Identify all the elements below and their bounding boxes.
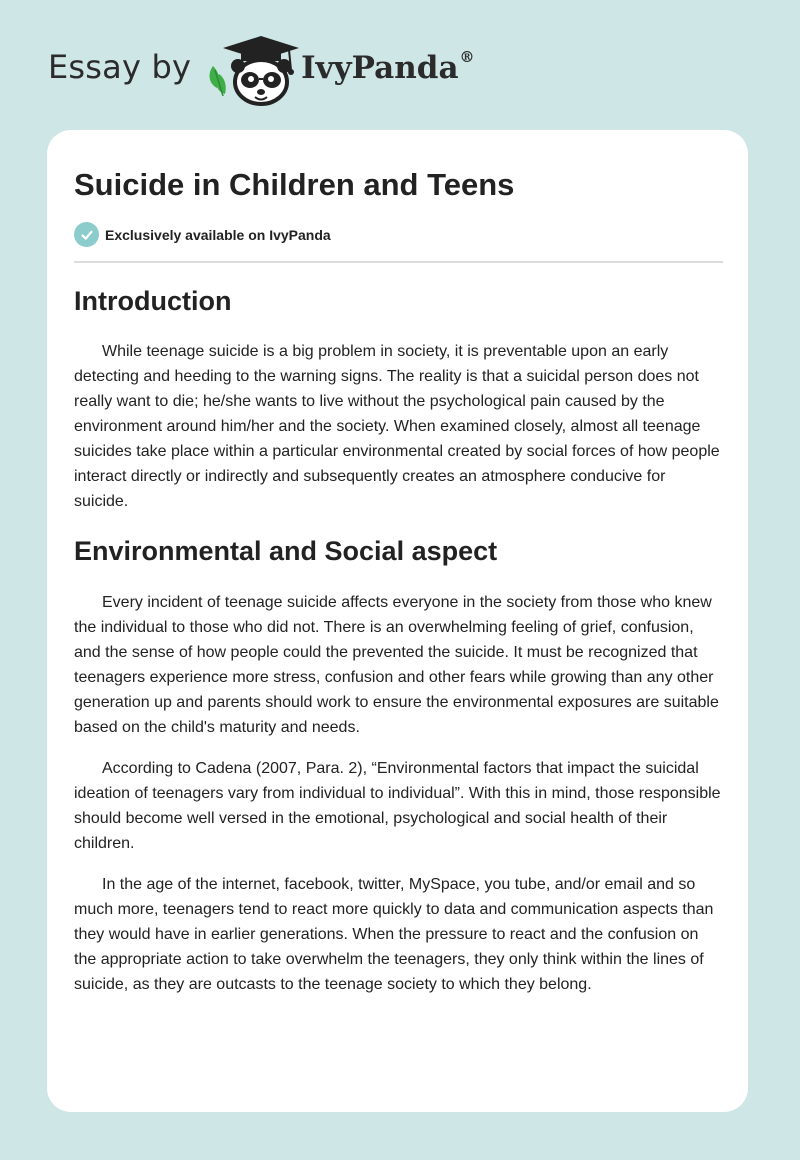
article-card [47, 130, 748, 1112]
paragraph: According to Cadena (2007, Para. 2), “Environmental factors that impact the suicidal ideation of teenagers vary from individual to individual”. With this in mind, those responsible should become well versed in the emotional, psychological and social health of their children. [74, 759, 721, 852]
section-heading-introduction: Introduction [74, 286, 232, 316]
page-title: Suicide in Children and Teens [74, 167, 515, 202]
panda-logo-icon[interactable] [205, 34, 299, 108]
title-divider [74, 261, 723, 263]
article-body [74, 280, 723, 997]
brand-text: IvyPanda [301, 50, 459, 86]
paragraph: In the age of the internet, facebook, twitter, MySpace, you tube, and/or email and so much more, teenagers tend to react more quickly to data and communication aspects than they would have in earlier generations. When the pressure to react and the confusion on the appropriate action to take overwhelm the teenagers, they only think within the lines of suicide, as they are outcasts to the teenage society to which they belong. [74, 875, 714, 993]
section-heading-environmental: Environmental and Social aspect [74, 536, 498, 567]
paragraph: While teenage suicide is a big problem in society, it is preventable upon an early detecting and heeding to the warning signs. The reality is that a suicidal person does not really want to die; he/she wants to live without the psychological pain caused by the environment around him/her and the society. When examined closely, almost all teenage suicides take place within a particular environmental created by social forces of how people interact directly or indirectly and subsequently creates an atmosphere conducive for suicide. [74, 343, 720, 511]
exclusive-badge [74, 222, 331, 247]
site-header [48, 34, 475, 108]
brand-name[interactable] [301, 50, 474, 86]
essay-by-label: Essay by [48, 48, 192, 86]
registered-mark: ® [459, 48, 475, 66]
paragraph: Every incident of teenage suicide affects everyone in the society from those who knew the individual to those who did not. There is an overwhelming feeling of grief, confusion, and the sense of how people could the prevented the suicide. It must be recognized that teenagers experience more stress, confusion and other fears while growing than any other generation up and parents should work to ensure the environmental exposures are suitable based on the child's maturity and needs. [74, 593, 719, 736]
check-circle-icon [74, 222, 99, 247]
badge-label: Exclusively available on IvyPanda [105, 226, 331, 243]
